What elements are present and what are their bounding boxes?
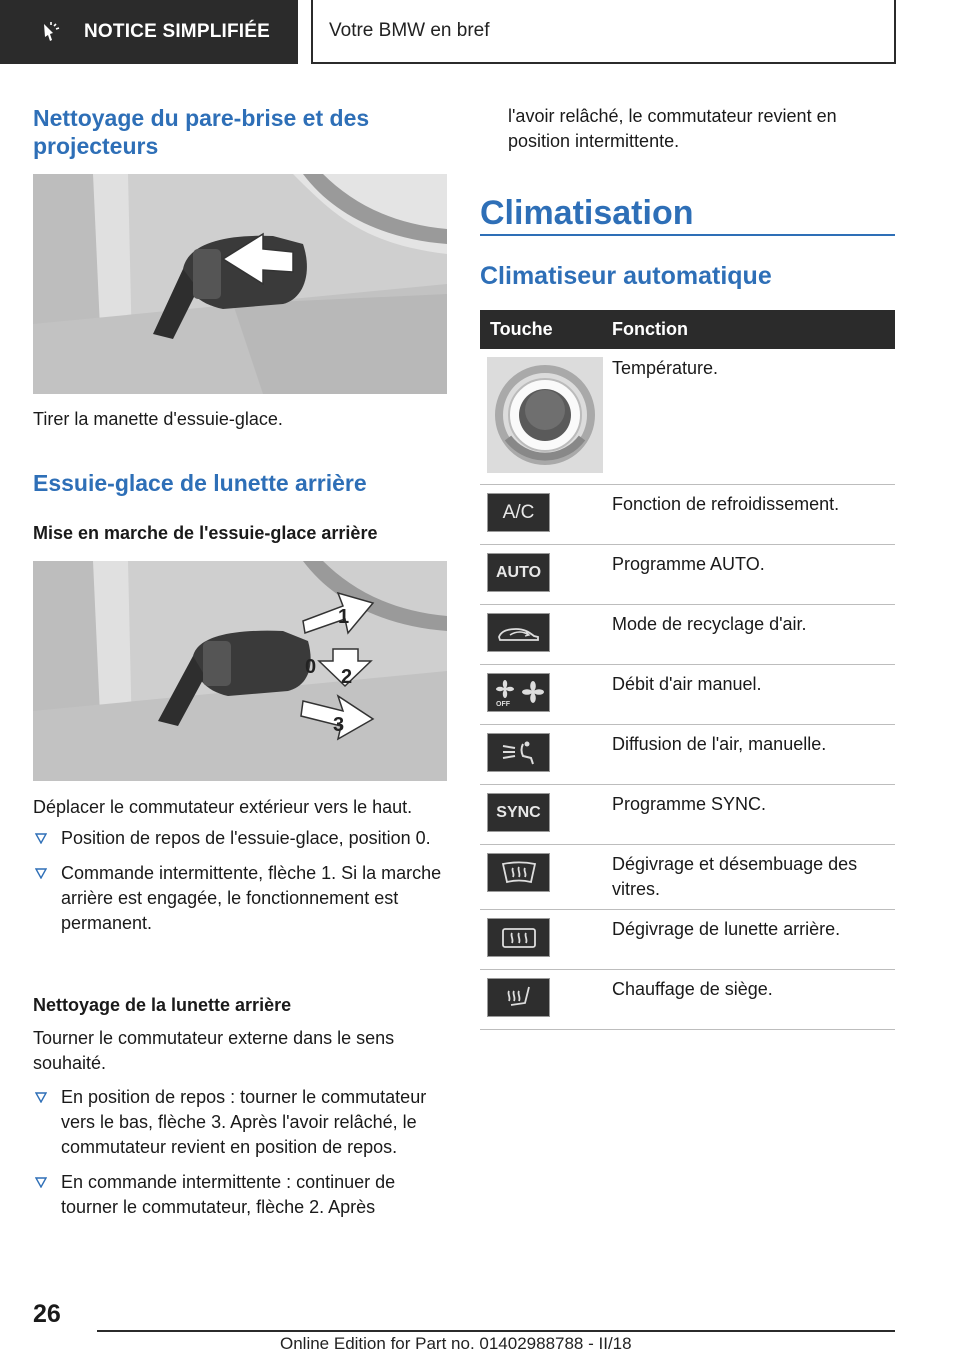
- seat-heating-icon[interactable]: [487, 978, 550, 1017]
- function-windshield-defrost: Dégivrage et désembuage des vitres.: [612, 854, 858, 899]
- table-row: [480, 605, 895, 665]
- figure-label-3: 3: [333, 714, 345, 736]
- heading-rear-wiper: Essuie-glace de lunette arrière: [33, 470, 367, 496]
- wiper-positions-list: [33, 826, 443, 946]
- wiper-stalk-pull-image: [33, 174, 447, 394]
- function-sync: Programme SYNC.: [612, 794, 767, 814]
- figure-label-1: 1: [338, 606, 350, 628]
- cleaning-steps-list: [33, 1085, 443, 1230]
- rear-defrost-icon[interactable]: [487, 918, 550, 957]
- ac-button-icon[interactable]: A/C: [487, 493, 550, 532]
- table-row: [480, 845, 895, 910]
- list-item: [33, 861, 443, 936]
- column-header-function: Fonction: [612, 319, 688, 339]
- windshield-defrost-icon[interactable]: [487, 853, 550, 892]
- list-item: [33, 826, 443, 851]
- chapter-title-box: [311, 0, 896, 64]
- function-air-distribution: Diffusion de l'air, manuelle.: [612, 734, 827, 754]
- quick-guide-icon: [40, 22, 62, 44]
- list-item-text: Commande intermittente, flèche 1. Si la marche arrière est engagée, le fonctionnement est permanent.: [61, 863, 442, 933]
- air-distribution-icon[interactable]: [487, 733, 550, 772]
- function-seat-heating: Chauffage de siège.: [612, 979, 773, 999]
- function-cooling: Fonction de refroidissement.: [612, 494, 840, 514]
- sync-button-icon[interactable]: SYNC: [487, 793, 550, 832]
- auto-button-icon[interactable]: AUTO: [487, 553, 550, 592]
- temperature-dial-icon[interactable]: [487, 357, 603, 473]
- table-row: [480, 349, 895, 485]
- section-tab[interactable]: [0, 0, 298, 64]
- heading-auto-climate: Climatiseur automatique: [480, 262, 772, 290]
- caption-move-switch: Déplacer le commutateur extérieur vers le haut.: [33, 797, 413, 817]
- table-row: [480, 725, 895, 785]
- rear-wiper-switch-image: [33, 561, 447, 781]
- list-item-text: En position de repos : tourner le commutateur vers le bas, flèche 3. Après l'avoir relâché, le commutateur revient en position de repos.: [61, 1087, 427, 1157]
- triangle-bullet-icon: [35, 1092, 47, 1103]
- recirculation-icon[interactable]: [487, 613, 550, 652]
- function-auto: Programme AUTO.: [612, 554, 765, 574]
- column-header-button: Touche: [490, 319, 553, 339]
- triangle-bullet-icon: [35, 868, 47, 879]
- list-item: [33, 1085, 443, 1160]
- fan-speed-icon[interactable]: [487, 673, 550, 712]
- chapter-title: Votre BMW en bref: [329, 20, 490, 41]
- climate-buttons-table: [480, 310, 895, 1030]
- heading-climate-control: Climatisation: [480, 194, 694, 232]
- function-fan-speed: Débit d'air manuel.: [612, 674, 762, 694]
- table-header: [480, 310, 895, 349]
- page-number: 26: [33, 1300, 61, 1328]
- function-recirculation: Mode de recyclage d'air.: [612, 614, 807, 634]
- caption-pull-stalk: Tirer la manette d'essuie-glace.: [33, 409, 283, 429]
- table-row: [480, 970, 895, 1030]
- list-item-text: En commande intermittente : continuer de tourner le commutateur, flèche 2. Après: [61, 1172, 396, 1217]
- list-item-text: Position de repos de l'essuie-glace, position 0.: [61, 828, 431, 848]
- table-row: [480, 785, 895, 845]
- table-row: [480, 545, 895, 605]
- continued-text: l'avoir relâché, le commutateur revient en position intermittente.: [508, 106, 837, 151]
- subheading-rear-wiper-on: Mise en marche de l'essuie-glace arrière: [33, 523, 378, 543]
- para-rotate-switch: Tourner le commutateur externe dans le sens souhaité.: [33, 1028, 395, 1073]
- figure-label-0: 0: [305, 656, 317, 678]
- footer-rule: [97, 1330, 895, 1332]
- edition-footer: Online Edition for Part no. 01402988788 - II/18: [280, 1334, 632, 1353]
- list-item: [33, 1170, 443, 1220]
- table-row: [480, 665, 895, 725]
- triangle-bullet-icon: [35, 833, 47, 844]
- function-temperature: Température.: [612, 358, 719, 378]
- triangle-bullet-icon: [35, 1177, 47, 1188]
- function-rear-defrost: Dégivrage de lunette arrière.: [612, 919, 841, 939]
- subheading-rear-window-cleaning: Nettoyage de la lunette arrière: [33, 995, 292, 1015]
- table-row: [480, 910, 895, 970]
- heading-windshield-cleaning: Nettoyage du pare-brise et des projecteurs: [33, 105, 370, 159]
- table-row: [480, 485, 895, 545]
- svg-text:OFF: OFF: [495, 700, 510, 708]
- figure-label-2: 2: [341, 666, 353, 688]
- section-tab-label: NOTICE SIMPLIFIÉE: [84, 21, 271, 42]
- heading-rule: [480, 234, 895, 236]
